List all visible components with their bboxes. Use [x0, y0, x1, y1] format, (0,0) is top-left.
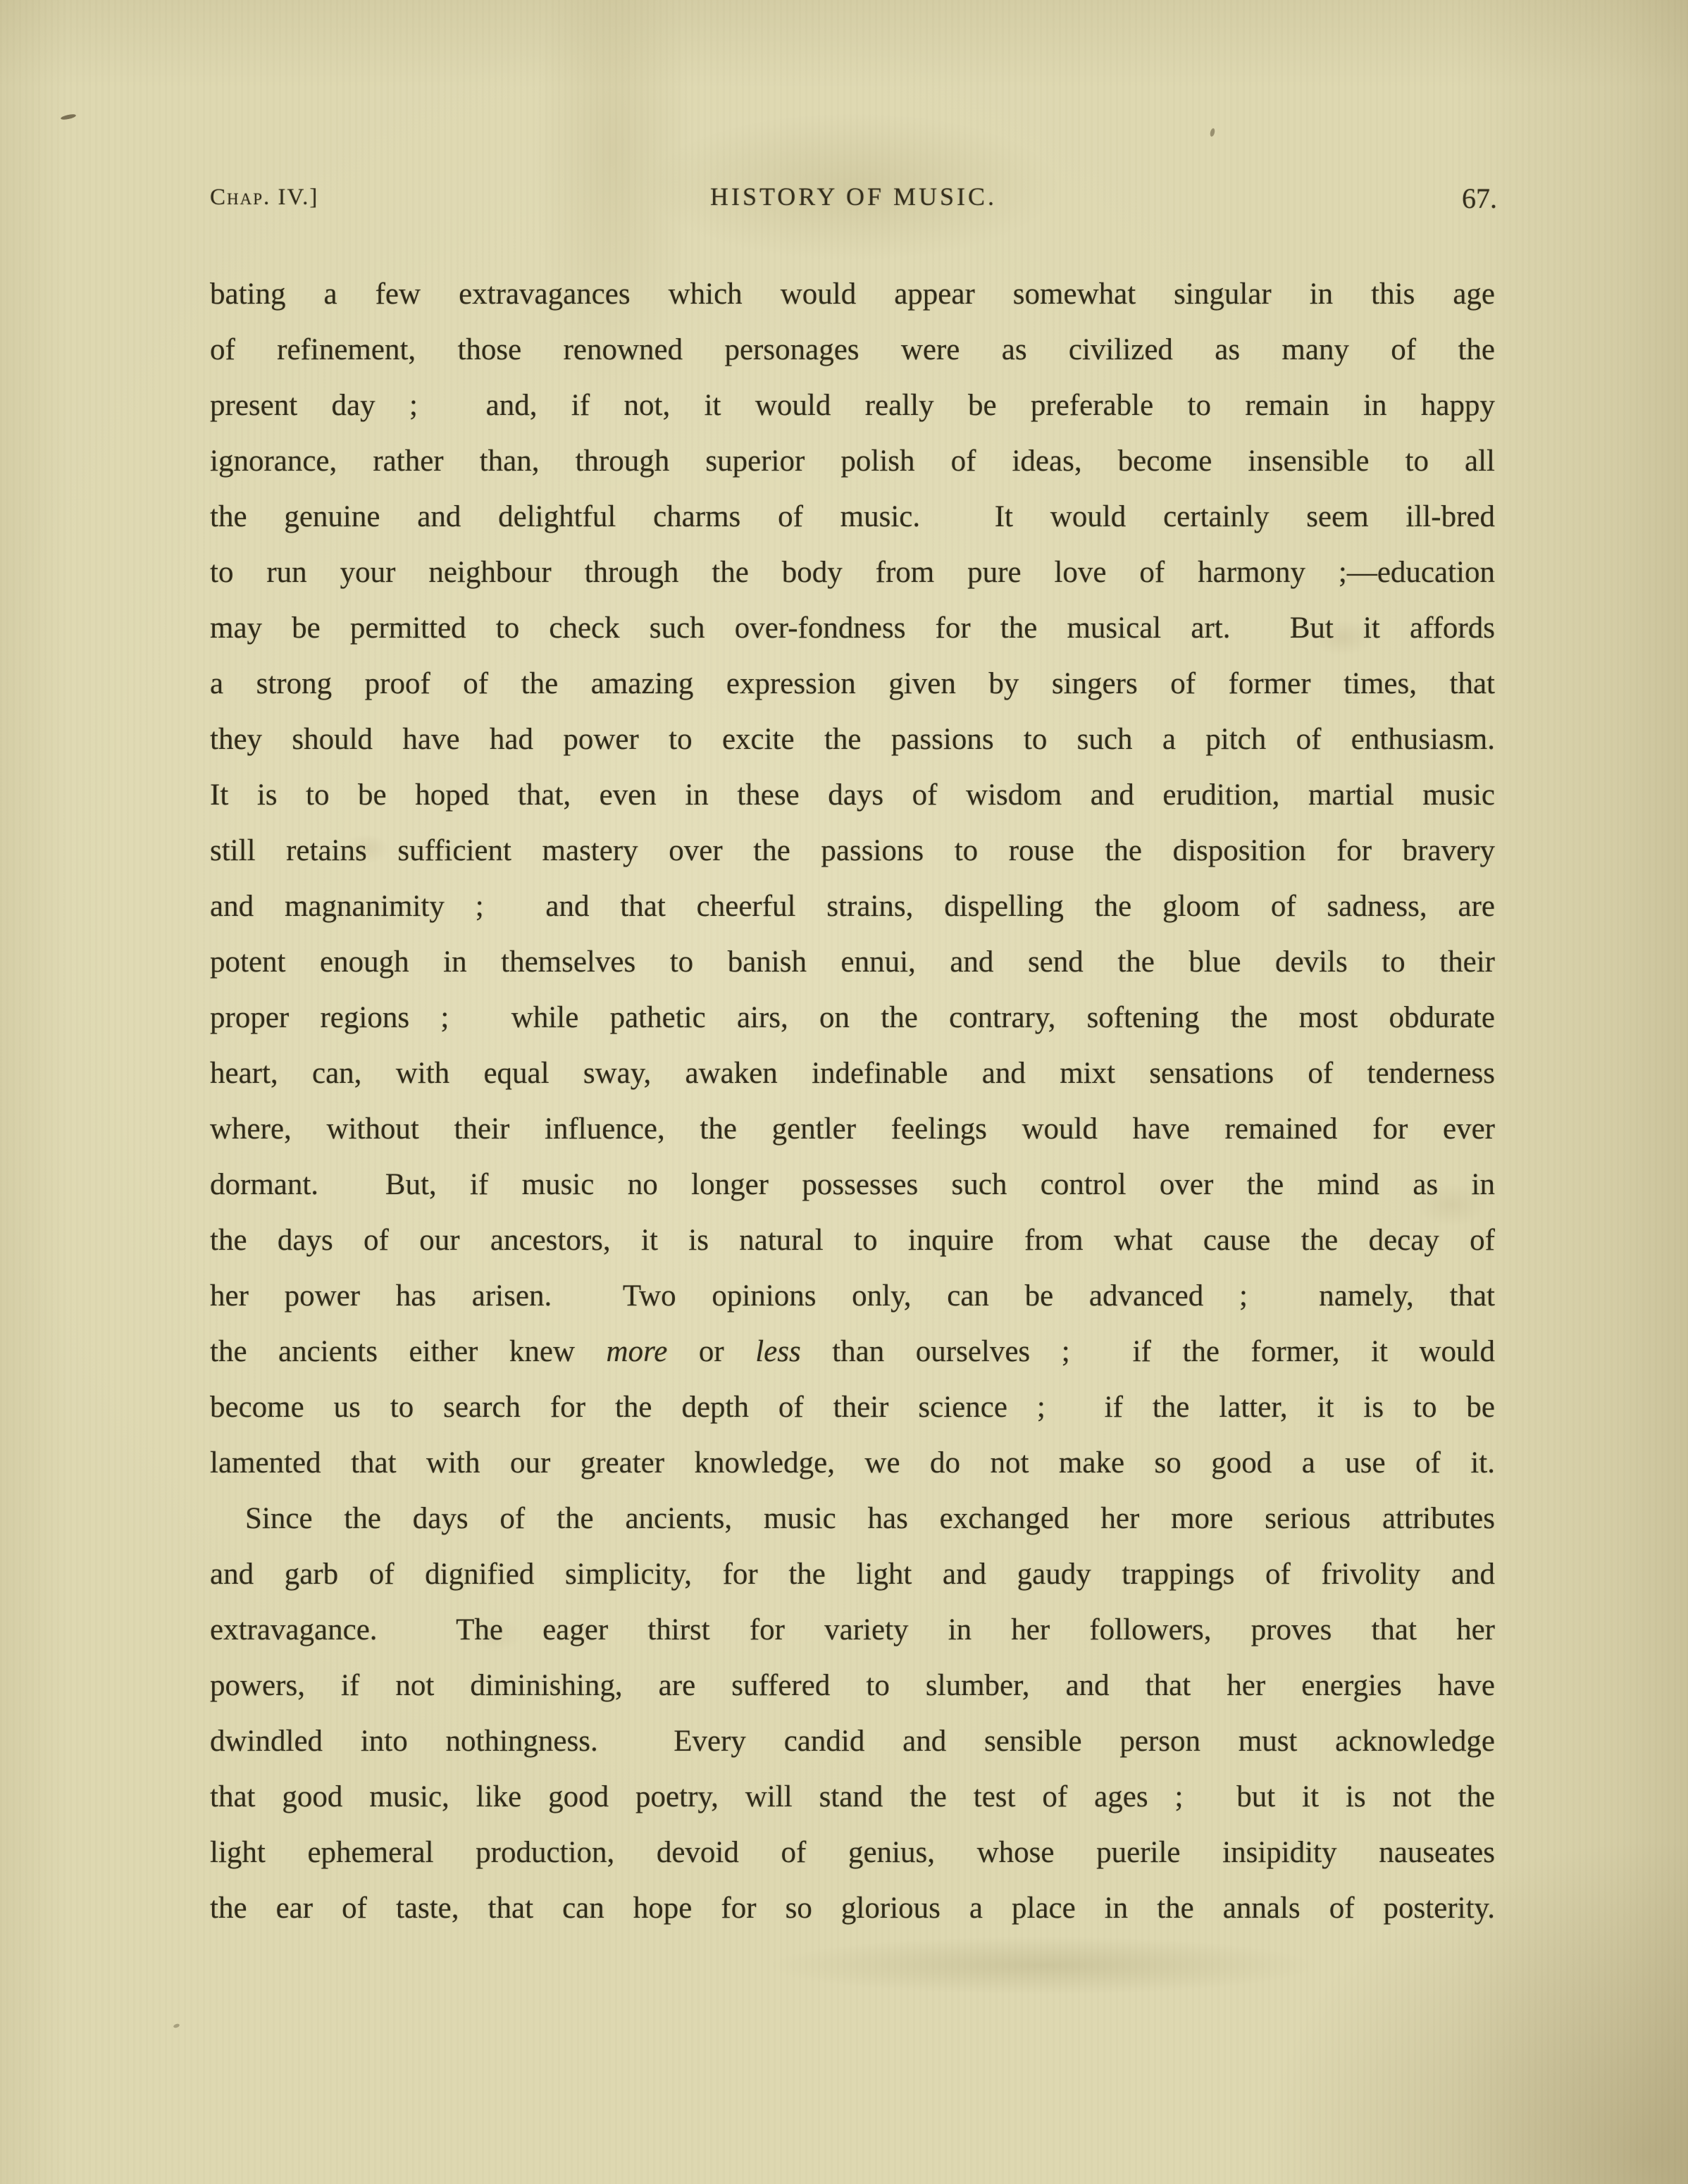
text-segment: may be permitted to check such over-fondness for the musical art. But it affords: [210, 612, 1495, 645]
text-segment: proper regions ; while pathetic airs, on the contrary, softening the most obdurate: [210, 1001, 1495, 1034]
text-line: [210, 823, 1495, 879]
text-line: [210, 1157, 1495, 1212]
text-segment: a strong proof of the amazing expression given by singers of former times, that: [210, 667, 1495, 700]
text-line: [210, 1379, 1495, 1435]
text-segment: to run your neighbour through the body from pure love of harmony ;—education: [210, 556, 1495, 589]
text-segment: light ephemeral production, devoid of genius, whose puerile insipidity nauseates: [210, 1836, 1495, 1869]
running-title: HISTORY OF MUSIC.: [709, 182, 998, 211]
text-segment: than ourselves ; if the former, it would: [800, 1335, 1495, 1368]
text-segment: the days of our ancestors, it is natural to inquire from what cause the decay of: [210, 1224, 1495, 1257]
body-text: [210, 266, 1495, 1936]
text-line: [210, 879, 1495, 934]
text-segment: or: [667, 1335, 756, 1368]
text-segment: the ear of taste, that can hope for so glorious a place in the annals of posterity.: [210, 1892, 1495, 1925]
text-segment: It is to be hoped that, even in these days of wisdom and erudition, martial music: [210, 778, 1495, 812]
text-line: [210, 1491, 1495, 1546]
text-segment: Since the days of the ancients, music has exchanged her more serious attributes: [245, 1502, 1495, 1535]
text-line: [210, 322, 1495, 378]
text-segment: and magnanimity ; and that cheerful strains, dispelling the gloom of sadness, are: [210, 890, 1495, 923]
text-segment: where, without their influence, the gentler feelings would have remained for ever: [210, 1112, 1495, 1146]
text-segment: and garb of dignified simplicity, for the light and gaudy trappings of frivolity and: [210, 1558, 1495, 1591]
text-line: [210, 266, 1495, 322]
text-line: [210, 767, 1495, 823]
ink-speck: [61, 113, 77, 120]
text-line: [210, 1658, 1495, 1713]
text-line: [210, 1713, 1495, 1769]
ink-speck: [173, 2023, 180, 2029]
chapter-label: Chap. IV.]: [210, 185, 319, 210]
text-segment: bating a few extravagances which would appear somewhat singular in this age: [210, 278, 1495, 311]
text-segment: still retains sufficient mastery over the passions to rouse the disposition for bravery: [210, 834, 1495, 867]
text-segment: extravagance. The eager thirst for variety in her followers, proves that her: [210, 1613, 1495, 1646]
text-segment: ignorance, rather than, through superior polish of ideas, become insensible to all: [210, 445, 1495, 478]
text-segment: heart, can, with equal sway, awaken indefinable and mixt sensations of tenderness: [210, 1057, 1495, 1090]
text-segment: her power has arisen. Two opinions only, can be advanced ; namely, that: [210, 1279, 1495, 1313]
text-line: [210, 1546, 1495, 1602]
text-segment: that good music, like good poetry, will stand the test of ages ; but it is not the: [210, 1780, 1495, 1813]
text-segment: powers, if not diminishing, are suffered to slumber, and that her energies have: [210, 1669, 1495, 1702]
text-segment: dormant. But, if music no longer possesses such control over the mind as in: [210, 1168, 1495, 1201]
text-line: [210, 600, 1495, 656]
text-segment: become us to search for the depth of their science ; if the latter, it is to be: [210, 1391, 1495, 1424]
text-line: [210, 1046, 1495, 1101]
text-line: [210, 990, 1495, 1046]
text-segment: the genuine and delightful charms of music. It would certainly seem ill-bred: [210, 500, 1495, 533]
text-line: [210, 1324, 1495, 1379]
text-line: [210, 1880, 1495, 1936]
italic-word: more: [606, 1335, 668, 1368]
text-line: [210, 545, 1495, 600]
text-line: [210, 1825, 1495, 1880]
text-segment: dwindled into nothingness. Every candid and sensible person must acknowledge: [210, 1725, 1495, 1758]
ink-speck: [1210, 128, 1216, 137]
text-segment: present day ; and, if not, it would really be preferable to remain in happy: [210, 389, 1495, 422]
text-line: [210, 1602, 1495, 1658]
text-segment: potent enough in themselves to banish ennui, and send the blue devils to their: [210, 945, 1495, 979]
text-segment: lamented that with our greater knowledge, we do not make so good a use of it.: [210, 1446, 1495, 1479]
italic-word: less: [755, 1335, 801, 1368]
text-segment: they should have had power to excite the passions to such a pitch of enthusiasm.: [210, 723, 1495, 756]
text-line: [210, 656, 1495, 712]
text-segment: the ancients either knew: [210, 1335, 607, 1368]
text-line: [210, 1212, 1495, 1268]
text-line: [210, 712, 1495, 767]
text-line: [210, 1101, 1495, 1157]
text-line: [210, 433, 1495, 489]
text-segment: of refinement, those renowned personages were as civilized as many of the: [210, 333, 1495, 366]
text-line: [210, 378, 1495, 433]
text-line: [210, 934, 1495, 990]
text-line: [210, 1435, 1495, 1491]
page-number: 67.: [1462, 182, 1497, 214]
text-line: [210, 1769, 1495, 1825]
text-line: [210, 489, 1495, 545]
text-line: [210, 1268, 1495, 1324]
page-header: [210, 182, 1497, 216]
